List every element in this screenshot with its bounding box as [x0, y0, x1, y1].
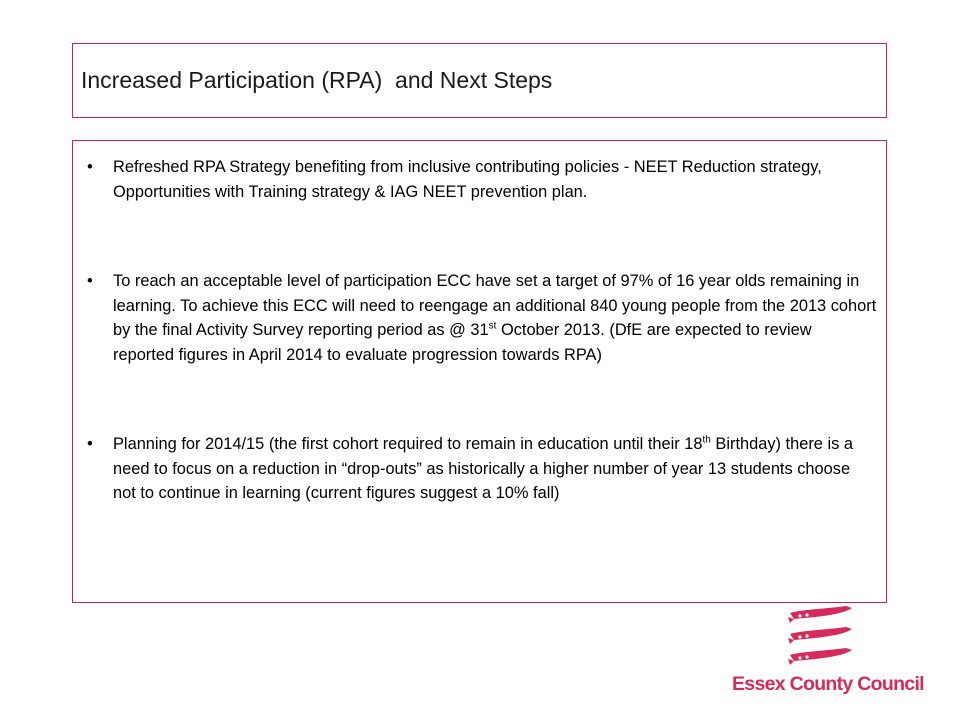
- bullet-text-after: October 2013. (DfE are expected to review reported figures in April 2014 to evaluate progression towards RPA): [113, 321, 812, 364]
- bullet-item: [87, 155, 877, 204]
- bullet-text-before: To reach an acceptable level of participation ECC have set a target of 97% of 16 year olds remaining in learning. To achieve this ECC will need to reengage an additional 840 young people from the 2013 cohort by the final Activity Survey reporting period as @ 31: [113, 272, 877, 339]
- bullet-marker: •: [87, 158, 93, 176]
- ordinal-suffix: th: [702, 434, 711, 446]
- bullet-text: [113, 432, 877, 506]
- bullet-text-before: Planning for 2014/15 (the first cohort required to remain in education until their 18: [113, 435, 703, 453]
- slide-title: Increased Participation (RPA) and Next Steps: [81, 67, 553, 93]
- essex-county-council-logo: [732, 605, 922, 701]
- bullet-text: [113, 155, 877, 204]
- bullet-text-after: Birthday) there is a need to focus on a reduction in “drop-outs” as historically a higher number of year 13 students choose not to continue in learning (current figures suggest a 10% fall): [113, 435, 853, 502]
- logo-text: Essex County Council: [732, 673, 924, 695]
- bullet-text: [113, 269, 877, 367]
- bullet-text-main: Refreshed RPA Strategy benefiting from inclusive contributing policies - NEET Reduction strategy, Opportunities with Training strategy & IAG NEET prevention plan.: [113, 158, 822, 201]
- three-seaxes-icon: [786, 605, 856, 669]
- content-box: [72, 140, 887, 603]
- bullet-item: [87, 269, 877, 367]
- bullet-marker: •: [87, 272, 93, 290]
- title-box: [72, 43, 887, 118]
- ordinal-suffix: st: [488, 320, 497, 332]
- bullet-item: [87, 432, 877, 506]
- bullet-marker: •: [87, 435, 93, 453]
